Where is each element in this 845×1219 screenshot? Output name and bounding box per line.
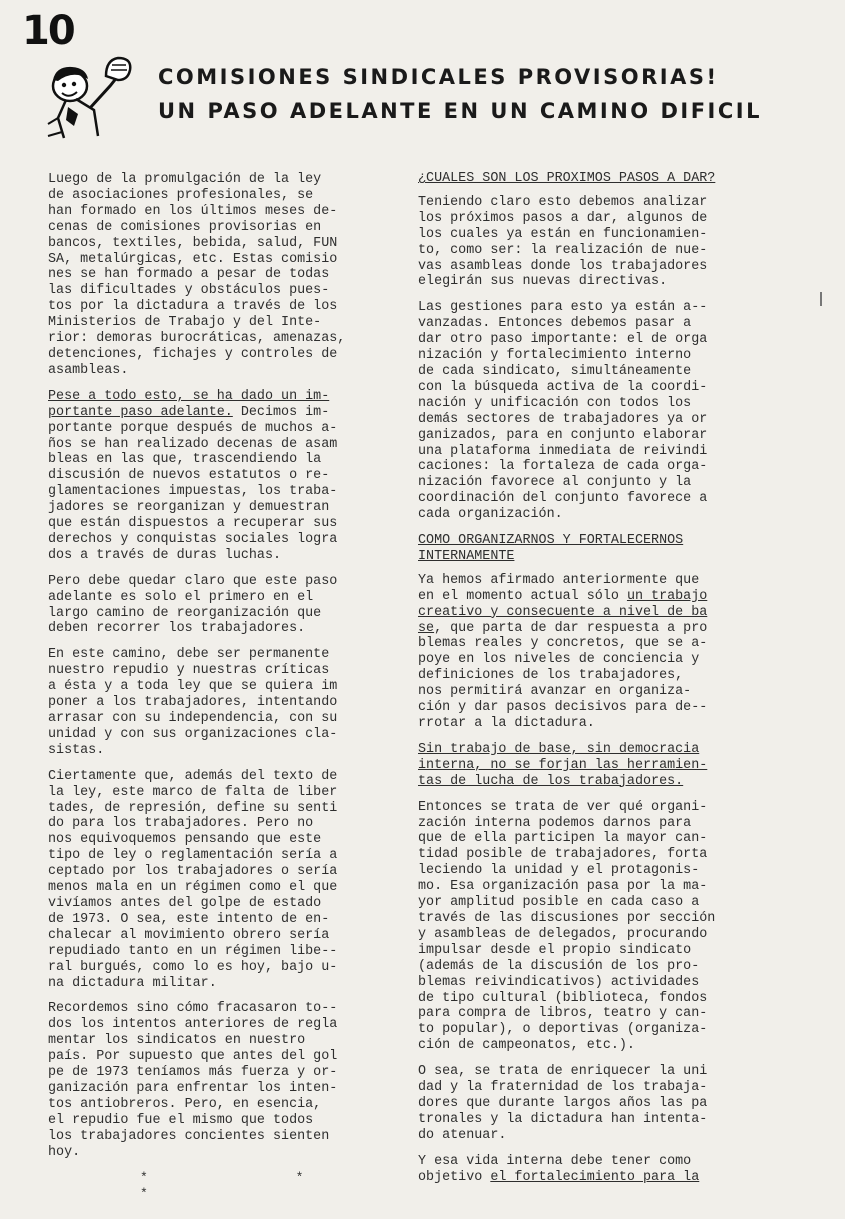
paragraph: Ciertamente que, además del texto de la ley, este marco de falta de liber tades, de represión, define su senti do para los trabajadores. Pero no nos equivoquemos pensando que este tipo de ley o reglamentación sería a ceptado por los trabajadores o sería menos mala en un régimen como el que vivíamos antes del golpe de estado de 1973. O sea, este intento de en- chalecar al movimiento obrero sería repudiado tanto en un régimen libe-- ral burgués, como lo es hoy, bajo u- na dictadura militar. [48,768,338,991]
paragraph [48,389,396,564]
paragraph: Luego de la promulgación de la ley de asociaciones profesionales, se han formado en los últimos meses de- cenas de comisiones provisorias en bancos, textiles, bebida, salud, FUN SA, metalúrgicas, etc. Estas comisio nes se han formado a pesar de todas las dificultades y obstáculos pues- tos por la dictadura a través de los Ministerios de Trabajo y del Inte- rior: demoras burocráticas, amenazas, detenciones, fichajes y controles de asambleas. [48,172,346,378]
paragraph [418,742,774,790]
paragraph-text: Y esa vida interna debe tener como objetivo [418,1153,692,1185]
underlined-phrase: el fortalecimiento para la [490,1169,700,1185]
paragraph: Entonces se trata de ver qué organi- zación interna podemos darnos para que de ella participen la mayor can- tidad posible de trabajadores, forta leciendo la unidad y el protagonis- mo. Esa organización pasa por la ma- yor amplitud posible en cada caso a través de las discusiones por sección y asambleas de delegados, procurando impulsar desde el propio sindicato (además de la discusión de los pro- blemas reivindicativos) actividades de tipo cultural (biblioteca, fondos para compra de libros, teatro y can- to popular), o deportivas (organiza- ción de campeonatos, etc.). [418,799,716,1054]
paragraph-text: Decimos im- portante porque después de muchos a- ños se han realizado decenas de asam bleas en las que, trascendiendo la discusión de nuevos estatutos o re- glamentaciones impuestas, los traba- jadores se reorganizan y demuestran que están dispuestos a recuperar sus derechos y conquistas sociales logra dos a través de duras luchas. [48,404,338,563]
paragraph [418,573,774,732]
right-column [418,171,774,1195]
headline-line-2: UN PASO ADELANTE EN UN CAMINO DIFICIL [158,99,762,123]
paragraph: En este camino, debe ser permanente nuestro repudio y nuestras críticas a ésta y a toda ley que se quiera im poner a los trabajadores, intentando arrasar con su independencia, con su unidad y con sus organizaciones cla- sistas. [48,647,338,758]
paragraph: Teniendo claro esto debemos analizar los próximos pasos a dar, algunos de los cuales ya están en funcionamien- to, como ser: la realización de nue- vas asambleas donde los trabajadores elegirán sus nuevas directivas. [418,194,708,290]
headline-line-1: COMISIONES SINDICALES PROVISORIAS! [158,65,719,89]
left-column [48,172,396,1202]
margin-mark [820,292,822,306]
section-heading: COMO ORGANIZARNOS Y FORTALECERNOS INTERNAMENTE [418,533,684,564]
page-number: 10 [22,8,74,54]
section-separator: * * * [140,1170,374,1202]
paragraph [418,1154,774,1186]
paragraph: Recordemos sino cómo fracasaron to-- dos los intentos anteriores de regla mentar los sindicatos en nuestro país. Por supuesto que antes del gol pe de 1973 teníamos más fuerza y or- ganización para enfrentar los inten- tos antiobreros. Pero, en esencia, el repudio fue el mismo que todos los trabajadores concientes sienten hoy. [48,1001,338,1160]
paragraph: O sea, se trata de enriquecer la uni dad y la fraternidad de los trabaja- dores que durante largos años las pa tronales y la dictadura han intenta- do atenuar. [418,1064,708,1143]
paragraph: Pero debe quedar claro que este paso adelante es solo el primero en el largo camino de reorganización que deben recorrer los trabajadores. [48,573,338,637]
underlined-phrase: un trabajo creativo y consecuente a nivel de ba se [418,588,708,636]
paragraph-text: Ya hemos afirmado anteriormente que en el momento actual sólo [418,572,700,604]
section-heading: ¿CUALES SON LOS PROXIMOS PASOS A DAR? [418,171,716,186]
underlined-phrase: Sin trabajo de base, sin democracia interna, no se forjan las herramien- tas de lucha de los trabajadores. [418,741,708,789]
underlined-phrase: Pese a todo esto, se ha dado un im- portante paso adelante. [48,388,330,420]
article-headline [158,60,762,128]
raised-fist-worker-icon [40,52,136,148]
paragraph-text: , que parta de dar respuesta a pro blemas reales y concretos, que se a- poye en los niveles de conciencia y definiciones de los trabajadores, nos permitirá avanzar en organiza- ción y dar pasos decisivos para de-- rrotar a la dictadura. [418,620,708,731]
paragraph: Las gestiones para esto ya están a-- vanzadas. Entonces debemos pasar a dar otro paso importante: el de orga nización y fortalecimiento interno de cada sindicato, simultáneamente con la búsqueda activa de la coordi- nación y unificación con todos los demás sectores de trabajadores ya or ganizados, para en conjunto elaborar una plataforma inmediata de reivindi caciones: la fortaleza de cada orga- nización favorece al conjunto y la coordinación del conjunto favorece a cada organización. [418,300,708,523]
